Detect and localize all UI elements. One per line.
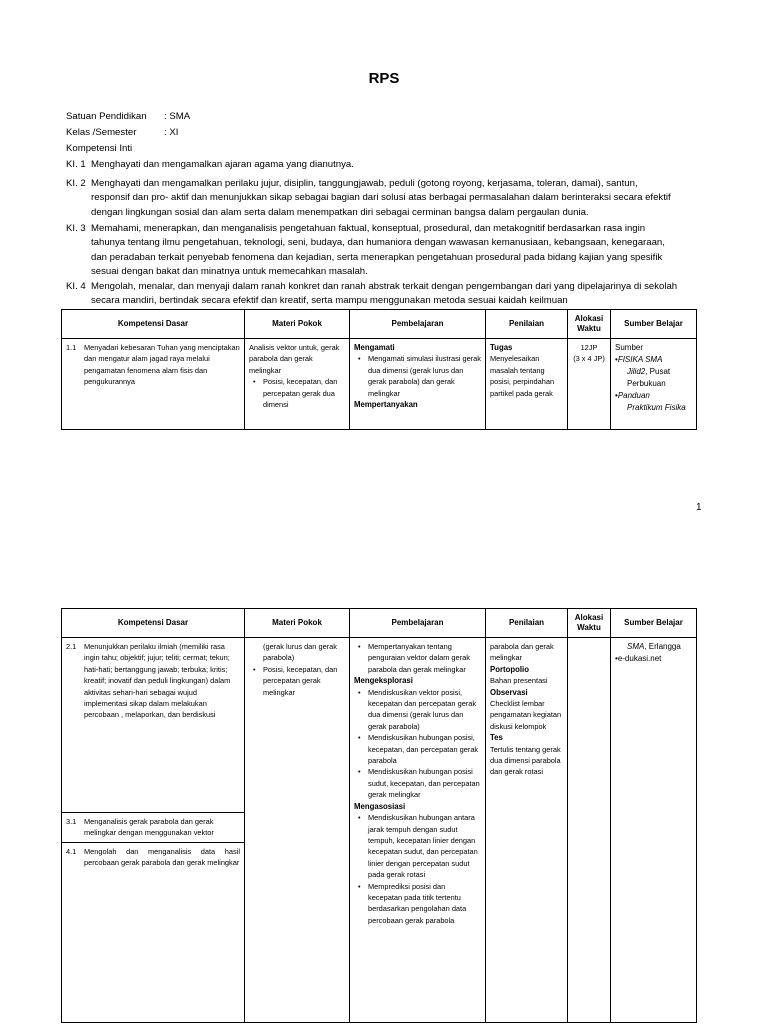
penilaian-cell <box>486 339 568 430</box>
penilaian-cell <box>486 638 568 1023</box>
penilaian-heading: Tes <box>490 733 503 743</box>
bullet-icon: • <box>615 355 618 364</box>
page-title: RPS <box>368 70 400 87</box>
rps-table-page1 <box>61 309 697 430</box>
ki-number: KI. 1 <box>66 159 86 170</box>
kd-cell <box>62 339 245 430</box>
header-sumber-belajar: Sumber Belajar <box>611 609 697 638</box>
sumber-publisher: , Pusat <box>645 367 671 376</box>
sumber-panduan-2: Praktikum Fisika <box>627 403 686 412</box>
sumber-cell <box>611 638 697 1023</box>
kelas-label: Kelas /Semester <box>66 127 137 138</box>
table-row <box>62 339 697 430</box>
table-header-row <box>62 609 697 638</box>
alokasi-cell <box>568 638 611 1023</box>
pembelajaran-heading: Mengasosiasi <box>354 801 406 811</box>
sumber-book-title: SMA <box>627 642 645 651</box>
kd-text: Menganalisis gerak parabola dan gerak melingkar dengan menggunakan vektor <box>84 817 214 838</box>
header-penilaian: Penilaian <box>486 310 568 339</box>
satuan-value: : SMA <box>164 111 191 122</box>
ki-number: KI. 2 <box>66 178 86 189</box>
pembelajaran-heading: Mempertanyakan <box>354 400 418 410</box>
penilaian-text: Checklist lembar pengamatan kegiatan diskusi kelompok <box>490 699 562 731</box>
ki-line: Mengolah, menalar, dan menyaji dalam ranah konkret dan ranah abstrak terkait dengan pengembangan dari yang dipelajarinya di sekolah <box>91 281 678 292</box>
header-materi-pokok: Materi Pokok <box>245 609 350 638</box>
kd-number: 4.1 <box>66 847 77 856</box>
kd-number: 2.1 <box>66 642 77 651</box>
materi-intro: Analisis vektor untuk, gerak parabola dan gerak melingkar <box>249 343 340 375</box>
ki-2 <box>66 177 706 220</box>
sumber-publisher-2: Perbukuan <box>627 379 666 388</box>
ki-line: Menghayati dan mengamalkan ajaran agama yang dianutnya. <box>91 159 354 170</box>
pembelajaran-cell <box>350 339 486 430</box>
pembelajaran-cell <box>350 638 486 1023</box>
header-penilaian: Penilaian <box>486 609 568 638</box>
kd-text: Mengolah dan menganalisis data hasil percobaan gerak parabola dan gerak melingkar <box>84 847 240 868</box>
penilaian-heading: Portopolio <box>490 664 529 674</box>
sumber-book-volume: Jilid2 <box>627 367 646 376</box>
bullet-icon: • <box>615 654 618 663</box>
ki-number: KI. 3 <box>66 223 86 234</box>
alokasi-jp: 12JP <box>580 343 598 352</box>
header-sumber-belajar: Sumber Belajar <box>611 310 697 339</box>
kd-cell-2-1 <box>62 638 245 813</box>
ki-line: dan peradaban terkait penyebab fenomena dan kejadian, serta menerapkan pengetahuan prosedural pada bidang kajian yang spesifik <box>91 251 663 263</box>
kd-cell-3-1 <box>62 813 245 843</box>
header-materi-pokok: Materi Pokok <box>245 310 350 339</box>
satuan-pendidikan-row <box>66 110 190 124</box>
list-item: • Mendiskusikan vektor posisi, kecepatan dan percepatan gerak dua dimensi (gerak lurus dan gerak parabola) <box>368 687 481 733</box>
ki-4 <box>66 280 706 309</box>
alokasi-cell <box>568 339 611 430</box>
list-item: • Mendiskusikan hubungan posisi sudut, kecepatan, dan percepatan gerak melingkar <box>368 766 481 800</box>
list-item: • Mengamati simulasi ilustrasi gerak dua dimensi (gerak lurus dan gerak parabola) dan gerak melingkar <box>368 353 481 399</box>
materi-cell <box>245 638 350 1023</box>
ki-line: Memahami, menerapkan, dan menganalisis pengetahuan faktual, konseptual, prosedural, dan metakognitif berdasarkan rasa ingin <box>91 223 646 234</box>
alokasi-detail: (3 x 4 JP) <box>573 354 605 364</box>
sumber-website: e-dukasi.net <box>617 654 662 663</box>
header-kompetensi-dasar: Kompetensi Dasar <box>62 310 245 339</box>
sumber-publisher: , Erlangga <box>644 642 681 651</box>
materi-cell <box>245 339 350 430</box>
ki-number: KI. 4 <box>66 281 86 292</box>
sumber-panduan: Panduan <box>617 391 650 400</box>
bullet-icon: • <box>615 391 618 400</box>
ki-line: responsif dan pro- aktif dan menunjukkan sikap sebagai bagian dari solusi atas berbagai permasalahan dalam berinteraksi secara efektif <box>91 192 671 204</box>
penilaian-text: Bahan presentasi <box>490 676 548 686</box>
kd-number: 1.1 <box>66 343 77 352</box>
ki-line: Menghayati dan mengamalkan perilaku jujur, disiplin, tanggungjawab, peduli (gotong royong, kerjasama, toleran, damai), santun, <box>91 178 638 189</box>
penilaian-heading: Observasi <box>490 687 528 697</box>
satuan-label: Satuan Pendidikan <box>66 111 147 122</box>
kelas-row <box>66 126 178 140</box>
pembelajaran-heading: Mengeksplorasi <box>354 676 413 686</box>
table-row <box>62 638 697 813</box>
list-item: • Mendiskusikan hubungan posisi, kecepatan, dan percepatan gerak parabola <box>368 732 481 766</box>
ki-line: dengan lingkungan sosial dan alam serta dalam menempatkan diri sebagai cerminan bangsa dalam pergaulan dunia. <box>91 206 589 218</box>
penilaian-text: parabola dan gerak melingkar <box>490 642 554 663</box>
ki-line: tahunya tentang ilmu pengetahuan, teknologi, seni, budaya, dan humaniora dengan wawasan kemanusiaan, kebangsaan, kenegaraan, <box>91 237 665 249</box>
kelas-value: : XI <box>164 127 179 138</box>
materi-intro: (gerak lurus dan gerak parabola) <box>263 642 337 663</box>
rps-table-page2 <box>61 608 697 1023</box>
ki-3 <box>66 222 706 280</box>
kd-number: 3.1 <box>66 817 77 826</box>
kd-cell-4-1 <box>62 843 245 1023</box>
header-kompetensi-dasar: Kompetensi Dasar <box>62 609 245 638</box>
header-pembelajaran: Pembelajaran <box>350 609 486 638</box>
ki-line: sesuai dengan bakat dan minatnya untuk memecahkan masalah. <box>91 266 368 278</box>
list-item: • Mempertanyakan tentang penguraian vektor dalam gerak parabola dan gerak melingkar <box>368 641 481 675</box>
penilaian-text: Menyelesaikan masalah tentang posisi, perpindahan partikel pada gerak <box>490 354 555 398</box>
header-pembelajaran: Pembelajaran <box>350 310 486 339</box>
list-item: • Memprediksi posisi dan kecepatan pada titik tertentu berdasarkan pengolahan data percobaan gerak parabola <box>368 881 481 927</box>
ki-line: secara mandiri, bertindak secara efektif dan kreatif, serta mampu menggunakan metoda sesuai kaidah keilmuan <box>91 295 568 307</box>
kompetensi-inti-heading: Kompetensi Inti <box>66 143 133 154</box>
kd-text: Menunjukkan perilaku ilmiah (memiliki rasa ingin tahu; objektif; jujur; teliti; cermat; tekun; hati-hati; bertanggung jawab; terbuka; kritis; kreatif; inovatif dan peduli lingkungan) dalam aktivitas sehari-hari sebagai wujud implementasi sikap dalam melakukan percobaan , melaporkan, dan berdiskusi <box>84 642 231 720</box>
list-item: • Posisi, kecepatan, dan percepatan gerak melingkar <box>263 664 345 698</box>
page-number: 1 <box>696 502 702 513</box>
table-header-row <box>62 310 697 339</box>
pembelajaran-heading: Mengamati <box>354 343 395 352</box>
header-alokasi-waktu: Alokasi Waktu <box>568 310 611 339</box>
list-item: • Posisi, kecepatan, dan percepatan gerak dua dimensi <box>263 376 345 410</box>
kd-text: Menyadari kebesaran Tuhan yang menciptakan dan mengatur alam jagad raya melalui pengamatan fenomena alam fisis dan pengukurannya <box>84 343 240 387</box>
sumber-label: Sumber <box>615 343 644 352</box>
header-alokasi-waktu: Alokasi Waktu <box>568 609 611 638</box>
list-item: • Mendiskusikan hubungan antara jarak tempuh dengan sudut tempuh, kecepatan linier dengan kecepatan sudut, dan percepatan linier dengan percepatan sudut pada gerak rotasi <box>368 812 481 880</box>
ki-1 <box>66 158 706 172</box>
penilaian-text: Tertulis tentang gerak dua dimensi parabola dan gerak rotasi <box>490 744 561 777</box>
sumber-book-title: FISIKA SMA <box>617 355 663 364</box>
sumber-cell <box>611 339 697 430</box>
penilaian-heading: Tugas <box>490 343 513 352</box>
